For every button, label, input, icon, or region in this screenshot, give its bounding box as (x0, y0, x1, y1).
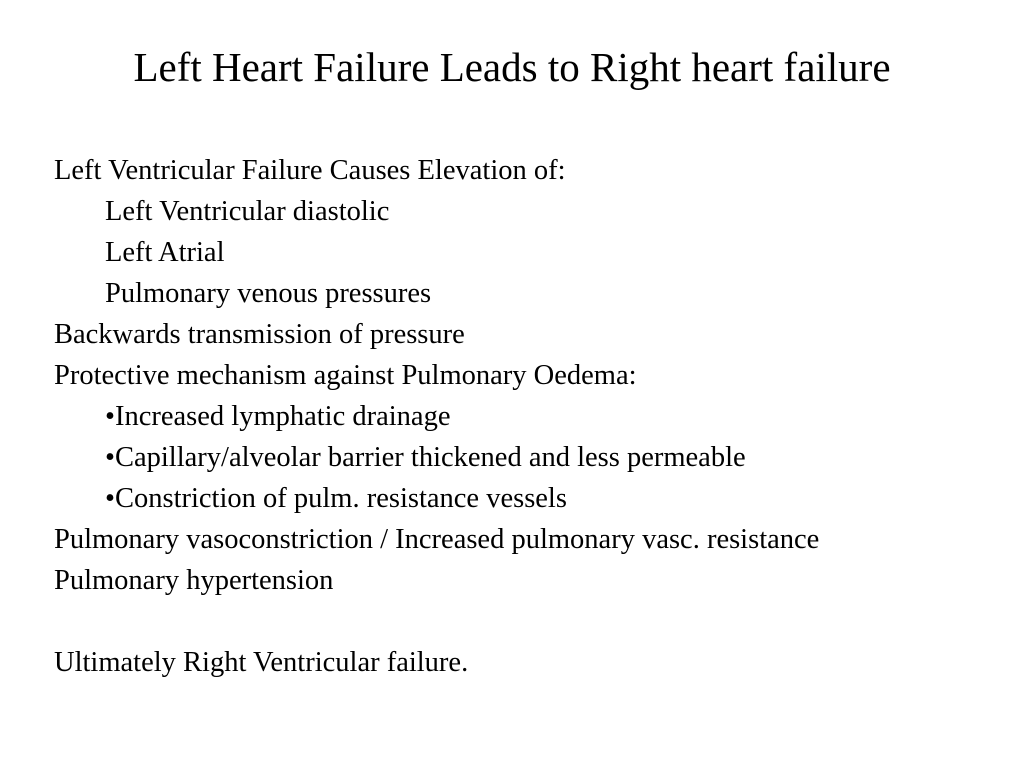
body-line: Backwards transmission of pressure (54, 319, 465, 350)
slide-body (54, 150, 1014, 683)
conclusion-line: Ultimately Right Ventricular failure. (54, 647, 469, 678)
bullet-item: •Capillary/alveolar barrier thickened and less permeable (105, 442, 746, 473)
body-line: Left Ventricular Failure Causes Elevation of: (54, 155, 566, 186)
body-line-indented: Left Ventricular diastolic (105, 196, 390, 227)
body-line-indented: Left Atrial (105, 237, 225, 268)
blank-line (54, 601, 1014, 642)
body-line: Pulmonary hypertension (54, 565, 334, 596)
bullet-item: •Increased lymphatic drainage (105, 401, 451, 432)
bullet-item: •Constriction of pulm. resistance vessels (105, 483, 567, 514)
body-line: Pulmonary vasoconstriction / Increased pulmonary vasc. resistance (54, 524, 820, 555)
body-line: Protective mechanism against Pulmonary Oedema: (54, 360, 637, 391)
slide-title: Left Heart Failure Leads to Right heart failure (133, 44, 891, 90)
body-line-indented: Pulmonary venous pressures (105, 278, 432, 309)
